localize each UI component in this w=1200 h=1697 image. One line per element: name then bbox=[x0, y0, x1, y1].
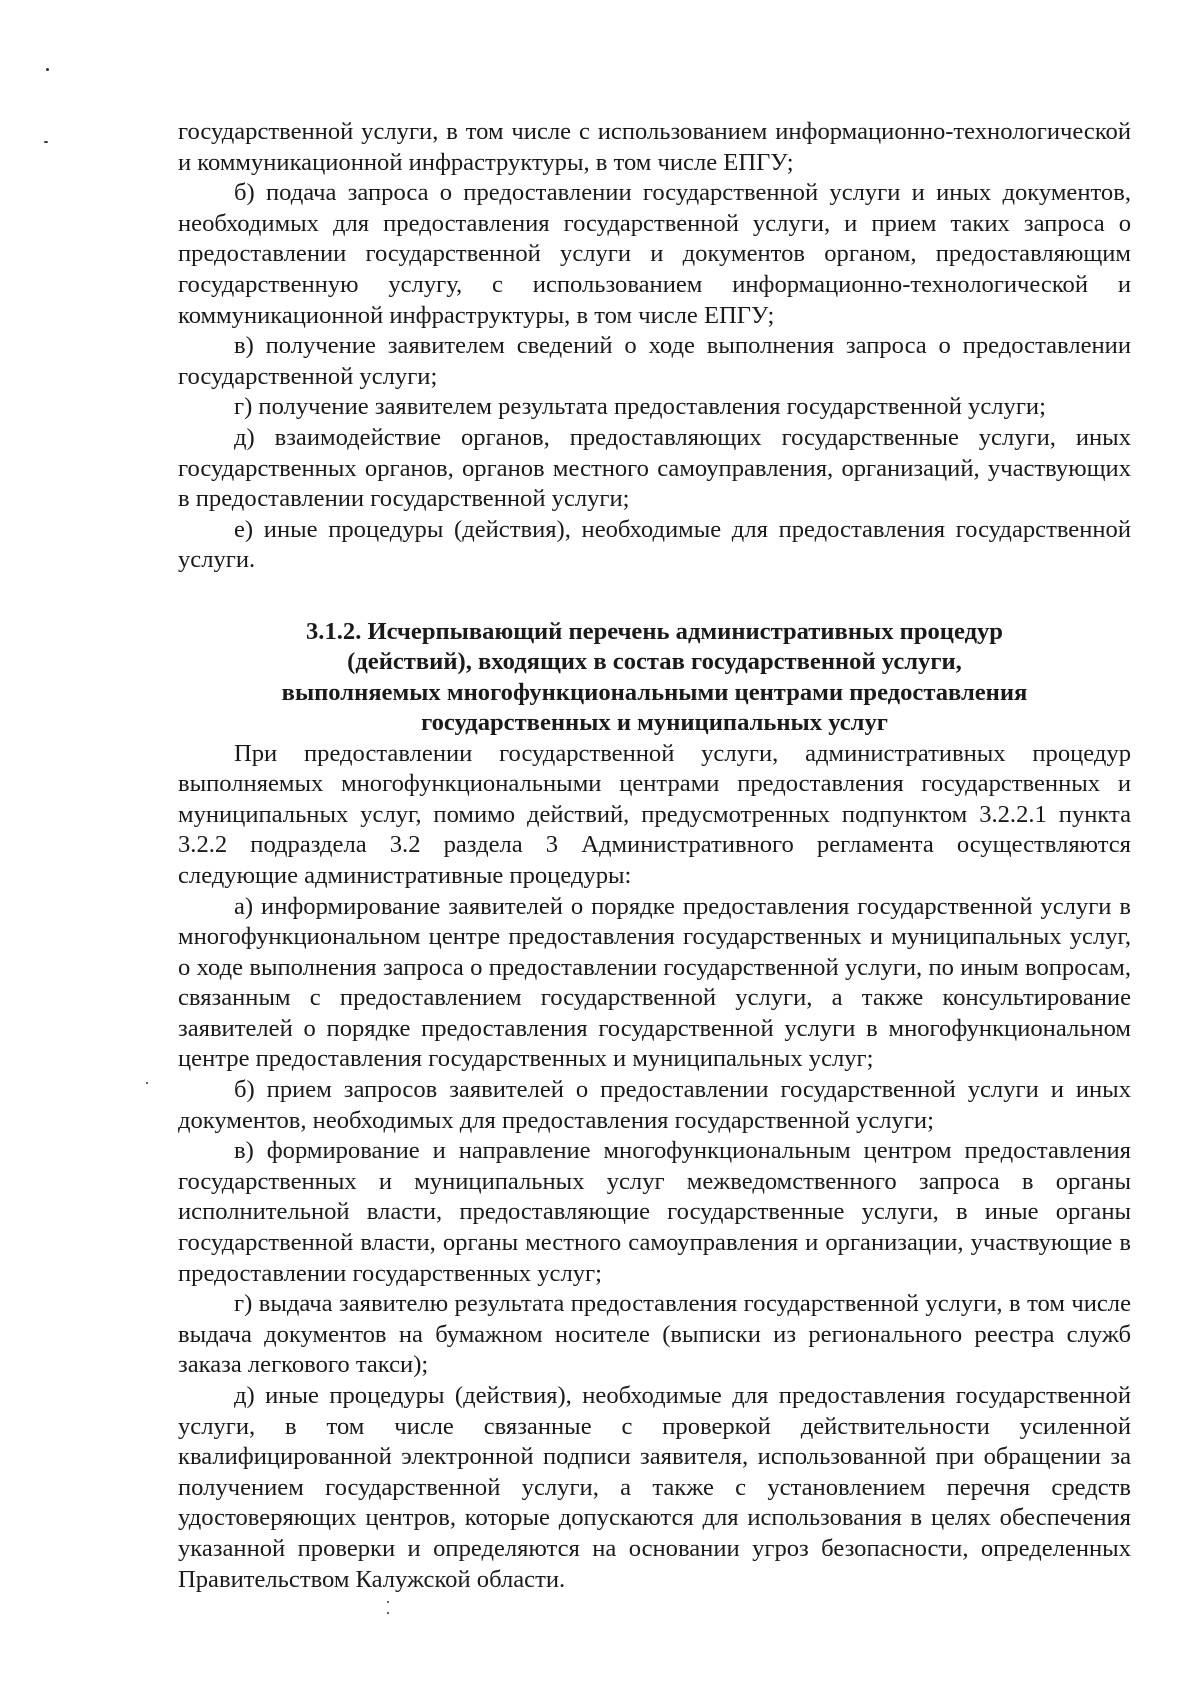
paragraph: б) прием запросов заявителей о предоставлении государственной услуги и иных документов, необходимых для предоставления государственной услуги; bbox=[178, 1076, 1131, 1134]
scan-speck bbox=[146, 1082, 148, 1084]
heading-line: государственных и муниципальных услуг bbox=[421, 709, 888, 737]
paragraph: г) выдача заявителю результата предоставления государственной услуги, в том числе выдача документов на бумажном носителе (выписки из регионального реестра служб заказа легкового такси); bbox=[178, 1290, 1131, 1379]
document-page bbox=[178, 117, 1131, 1595]
scan-speck bbox=[44, 141, 48, 143]
paragraph: а) информирование заявителей о порядке предоставления государственной услуги в многофункциональном центре предоставления государственных и муниципальных услуг, о ходе выполнения запроса о предоставлении государственной услуги, по иным вопросам, связанным с предоставлением государственной услуги, а также консультирование заявителей о порядке предоставления государственной услуги в многофункциональном центре предоставления государственных и муниципальных услуг; bbox=[178, 892, 1131, 1073]
scan-speck bbox=[387, 1612, 389, 1614]
paragraph: б) подача запроса о предоставлении государственной услуги и иных документов, необходимых для предоставления государственной услуги, и прием таких запроса о предоставлении государственной услуги и документов органом, предоставляющим государственную услугу, с использованием информационно-технологической и коммуникационной инфраструктуры, в том числе ЕПГУ; bbox=[178, 179, 1131, 329]
scan-speck bbox=[387, 1601, 389, 1603]
heading-line: 3.1.2. Исчерпывающий перечень административных процедур bbox=[306, 617, 1003, 645]
heading-line: выполняемых многофункциональными центрами предоставления bbox=[281, 678, 1028, 706]
paragraph: государственной услуги, в том числе с использованием информационно-технологической и коммуникационной инфраструктуры, в том числе ЕПГУ; bbox=[178, 118, 1131, 176]
paragraph: в) получение заявителем сведений о ходе выполнения запроса о предоставлении государственной услуги; bbox=[178, 332, 1131, 390]
scan-speck bbox=[46, 68, 49, 71]
paragraph: е) иные процедуры (действия), необходимые для предоставления государственной услуги. bbox=[178, 515, 1131, 574]
heading-line: (действий), входящих в состав государственной услуги, bbox=[347, 648, 962, 676]
paragraph: д) взаимодействие органов, предоставляющих государственные услуги, иных государственных органов, органов местного самоуправления, организаций, участвующих в предоставлении государственной услуги; bbox=[178, 423, 1131, 513]
paragraph: в) формирование и направление многофункциональным центром предоставления государственных и муниципальных услуг межведомственного запроса в органы исполнительной власти, предоставляющие государственные услуги, в иные органы государственной власти, органы местного самоуправления и организации, участвующие в предоставлении государственных услуг; bbox=[178, 1137, 1131, 1287]
paragraph: д) иные процедуры (действия), необходимые для предоставления государственной услуги, в том числе связанные с проверкой действительности усиленной квалифицированной электронной подписи заявителя, использованной при обращении за получением государственной услуги, а также с установлением перечня средств удостоверяющих центров, которые допускаются для использования в целях обеспечения указанной проверки и определяются на основании угроз безопасности, определенных Правительством Калужской области. bbox=[178, 1382, 1131, 1593]
paragraph: При предоставлении государственной услуги, административных процедур выполняемых многофункциональными центрами предоставления государственных и муниципальных услуг, помимо действий, предусмотренных подпунктом 3.2.2.1 пункта 3.2.2 подраздела 3.2 раздела 3 Административного регламента осуществляются следующие административные процедуры: bbox=[178, 739, 1131, 889]
section-heading bbox=[178, 617, 1131, 739]
paragraph: г) получение заявителем результата предоставления государственной услуги; bbox=[234, 393, 1046, 421]
